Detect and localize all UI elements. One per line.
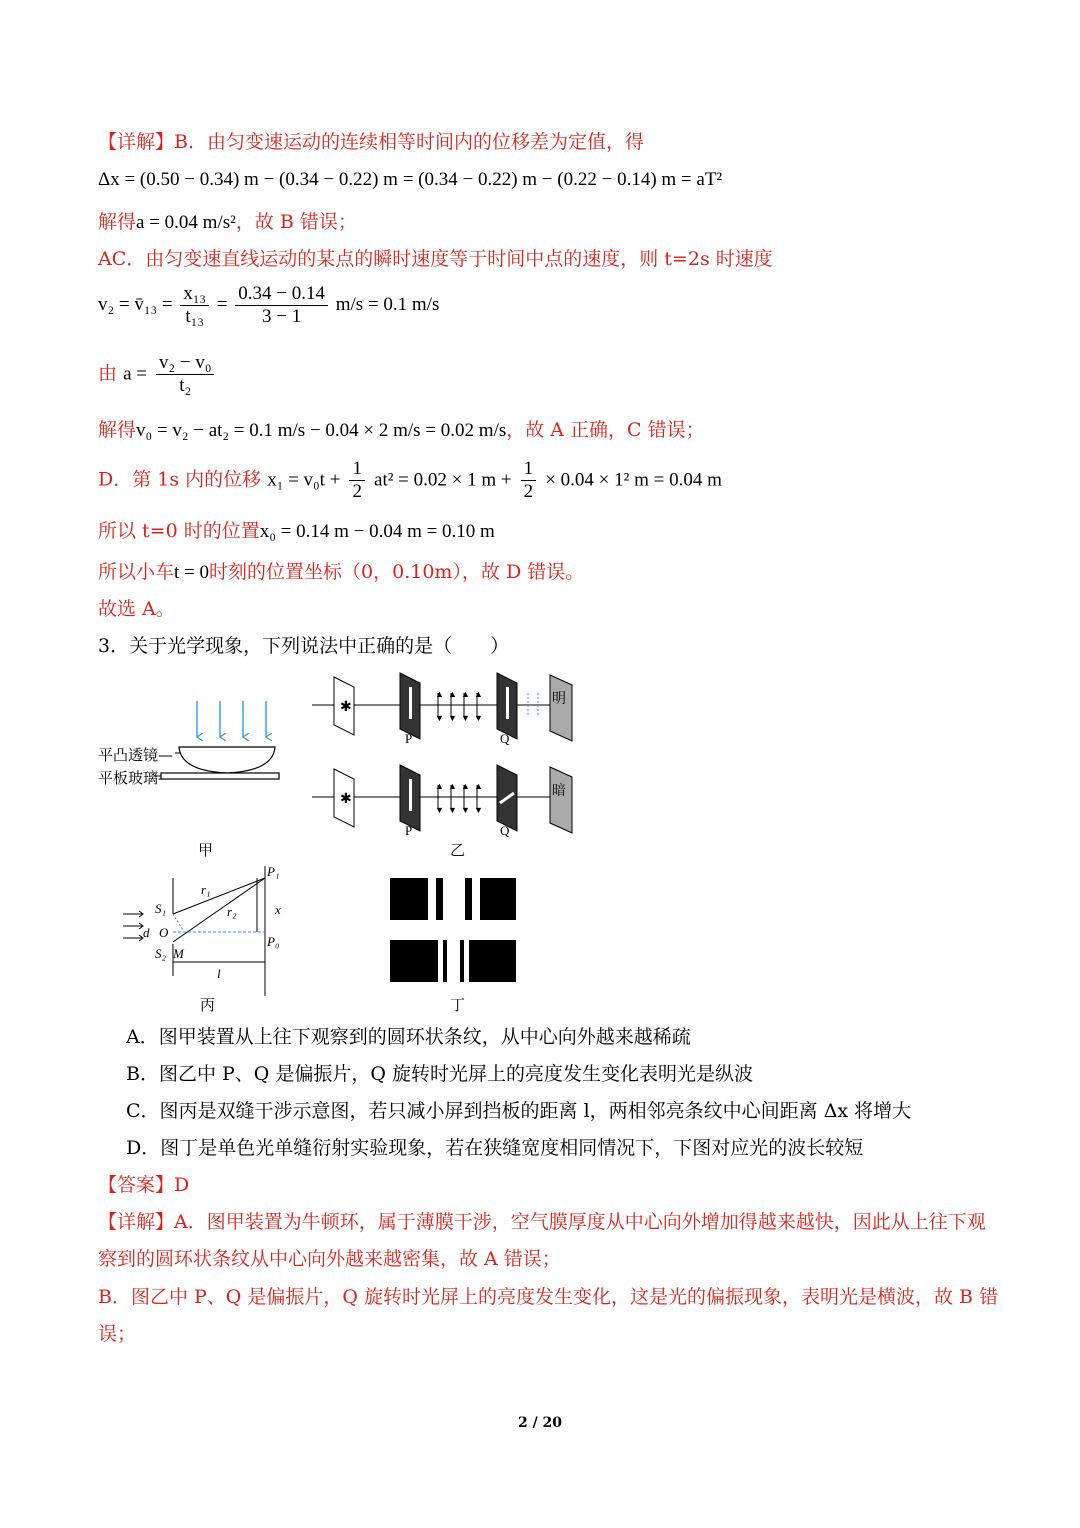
fraction-half — [349, 458, 365, 503]
frac-num: x₁₃ — [180, 283, 209, 306]
glass-label: 平板玻璃— — [98, 769, 174, 787]
d-line-mid: at² = 0.02 × 1 m + — [374, 469, 512, 491]
position-prefix: 所以 t=0 时的位置 — [98, 520, 260, 542]
coordinate-suffix: 时刻的位置坐标（0，0.10m），故 D 错误。 — [209, 561, 585, 583]
answer-line — [98, 1173, 189, 1197]
detail-b-line — [98, 130, 644, 154]
fraction-a — [156, 352, 214, 397]
svg-text:▲: ▲ — [448, 689, 457, 699]
frac-den: t₂ — [179, 375, 192, 396]
caption-ding: 丁 — [450, 996, 466, 1014]
page-number: 2 / 20 — [517, 1415, 563, 1431]
label-m: M — [173, 946, 184, 961]
figure-bing — [115, 858, 295, 998]
figure-ding — [388, 876, 518, 986]
answer-tag: 【答案】 — [98, 1174, 175, 1196]
slit — [409, 779, 412, 811]
label-x: x — [275, 902, 281, 917]
frac-num: 1 — [521, 458, 537, 481]
lens-label-text: 平凸透镜 — [98, 746, 159, 764]
fraction-half-2 — [521, 458, 537, 503]
fraction-values — [235, 283, 328, 328]
figure-yi — [310, 665, 585, 845]
detail-b2-line2: 误； — [98, 1323, 137, 1345]
d-line-prefix: D．第 1s 内的位移 — [98, 468, 262, 491]
v2-rhs: m/s = 0.1 m/s — [335, 293, 440, 315]
solve-a-prefix: 解得 — [98, 211, 137, 233]
label-s2: S₂ — [155, 946, 167, 961]
glass-label-text: 平板玻璃 — [98, 769, 159, 787]
coordinate-line — [98, 560, 584, 585]
ac-line: AC．由匀变速直线运动的某点的瞬时速度等于时间中点的速度，则 t=2s 时速度 — [98, 248, 773, 270]
label-p1: P₁ — [267, 864, 280, 879]
frac-den: t₁₃ — [185, 306, 204, 327]
label-p0: P₀ — [267, 934, 280, 949]
svg-text:▼: ▼ — [435, 713, 444, 723]
svg-text:▼: ▼ — [474, 713, 483, 723]
v2-lhs: v₂ = v̄₁₃ = — [98, 293, 173, 315]
d-line — [98, 458, 722, 503]
svg-text:▲: ▲ — [435, 781, 444, 791]
frac-den: 2 — [523, 481, 534, 502]
label-q: Q — [500, 823, 510, 838]
frac-den: 3 − 1 — [262, 306, 302, 327]
position-equation: x₀ = 0.14 m − 0.04 m = 0.10 m — [259, 521, 495, 542]
frac-num: 1 — [349, 458, 365, 481]
coordinate-equation: t = 0 — [174, 562, 210, 583]
solve-v0-line — [98, 418, 705, 443]
option-b: B．图乙中 P、Q 是偏振片，Q 旋转时光屏上的亮度发生变化表明光是纵波 — [126, 1063, 754, 1085]
detail-a-line1 — [98, 1210, 986, 1234]
label-o: O — [159, 925, 169, 940]
answer-value: D — [174, 1174, 190, 1196]
svg-text:▲: ▲ — [448, 781, 457, 791]
solve-v0-equation: v₀ = v₂ − at₂ = 0.1 m/s − 0.04 × 2 m/s = 0.02 m/s — [136, 420, 507, 441]
solve-v0-prefix: 解得 — [98, 419, 137, 441]
svg-text:▲: ▲ — [435, 689, 444, 699]
label-p: P — [405, 731, 413, 746]
label-r2: r₂ — [227, 904, 237, 919]
label-d: d — [143, 925, 150, 940]
option-c: C．图丙是双缝干涉示意图，若只减小屏到挡板的距离 l，两相邻亮条纹中心间距离 Δx 将增大 — [126, 1100, 912, 1122]
lens-label: 平凸透镜— — [98, 746, 174, 764]
frac-num: 0.34 − 0.14 — [235, 283, 328, 306]
label-l: l — [217, 966, 221, 981]
equation-a — [98, 352, 217, 397]
caption-jia: 甲 — [198, 841, 214, 859]
label-dark: 暗 — [552, 784, 566, 799]
star-icon: ✱ — [340, 700, 352, 715]
svg-text:▼: ▼ — [474, 805, 483, 815]
svg-text:▼: ▼ — [435, 805, 444, 815]
label-s1: S₁ — [155, 901, 167, 916]
svg-text:▼: ▼ — [461, 805, 470, 815]
caption-yi: 乙 — [450, 841, 466, 859]
label-q: Q — [500, 731, 510, 746]
equals: = — [216, 293, 228, 315]
solve-a-suffix: ，故 B 错误； — [235, 211, 357, 233]
choose-a-line: 故选 A。 — [98, 598, 175, 620]
fraction-x13-t13 — [180, 283, 209, 328]
option-d: D．图丁是单色光单缝衍射实验现象，若在狭缝宽度相同情况下，下图对应光的波长较短 — [126, 1137, 864, 1159]
detail-tag: 【详解】 — [98, 1211, 175, 1233]
detail-b-text: B．由匀变速运动的连续相等时间内的位移差为定值，得 — [174, 131, 644, 153]
equation-v2 — [98, 283, 439, 328]
equation-a-prefix: 由 — [98, 362, 118, 385]
frac-num: v₂ − v₀ — [156, 352, 214, 375]
svg-text:▲: ▲ — [461, 689, 470, 699]
detail-b2-line1: B．图乙中 P、Q 是偏振片，Q 旋转时光屏上的亮度发生变化，这是光的偏振现象，表明光是横波，故 B 错 — [98, 1286, 999, 1308]
plano-convex-lens — [179, 747, 275, 773]
svg-text:▲: ▲ — [461, 781, 470, 791]
detail-a-line2: 察到的圆环状条纹从中心向外越来越密集，故 A 错误； — [98, 1248, 561, 1270]
d-line-rhs: × 0.04 × 1² m = 0.04 m — [545, 469, 722, 491]
position-line — [98, 519, 495, 544]
star-icon: ✱ — [340, 792, 352, 807]
label-bright: 明 — [552, 692, 566, 707]
svg-text:▲: ▲ — [474, 689, 483, 699]
slit — [409, 687, 412, 719]
d-line-lhs: x₁ = v₀t + — [267, 469, 341, 491]
coordinate-prefix: 所以小车 — [98, 561, 175, 583]
svg-text:▼: ▼ — [448, 713, 457, 723]
option-a: A．图甲装置从上往下观察到的圆环状条纹，从中心向外越来越稀疏 — [126, 1026, 691, 1048]
solve-a-equation: a = 0.04 m/s² — [136, 212, 236, 233]
screen-bright — [550, 675, 572, 741]
caption-bing: 丙 — [200, 996, 216, 1014]
polarizer-row-dark — [312, 765, 572, 833]
polarizer-row-bright — [312, 673, 572, 741]
frac-den: 2 — [352, 481, 362, 502]
svg-text:▼: ▼ — [461, 713, 470, 723]
equation-a-lhs: a = — [123, 363, 147, 385]
solve-a-line — [98, 210, 357, 235]
slit — [506, 687, 509, 719]
flat-glass — [161, 773, 279, 779]
detail-a-text: A．图甲装置为牛顿环，属于薄膜干涉，空气膜厚度从中心向外增加得越来越快，因此从上往下观 — [174, 1211, 986, 1233]
detail-tag: 【详解】 — [98, 131, 175, 153]
svg-text:▼: ▼ — [448, 805, 457, 815]
label-r1: r₁ — [201, 882, 211, 897]
svg-text:▲: ▲ — [474, 781, 483, 791]
solve-v0-suffix: ，故 A 正确，C 错误； — [506, 419, 705, 441]
label-p: P — [405, 823, 413, 838]
screen-dark — [550, 767, 572, 833]
question-3: 3．关于光学现象，下列说法中正确的是（ ） — [98, 635, 510, 657]
equation-delta-x: Δx = (0.50 − 0.34) m − (0.34 − 0.22) m = (0.34 − 0.22) m − (0.22 − 0.14) m = aT² — [98, 169, 723, 190]
